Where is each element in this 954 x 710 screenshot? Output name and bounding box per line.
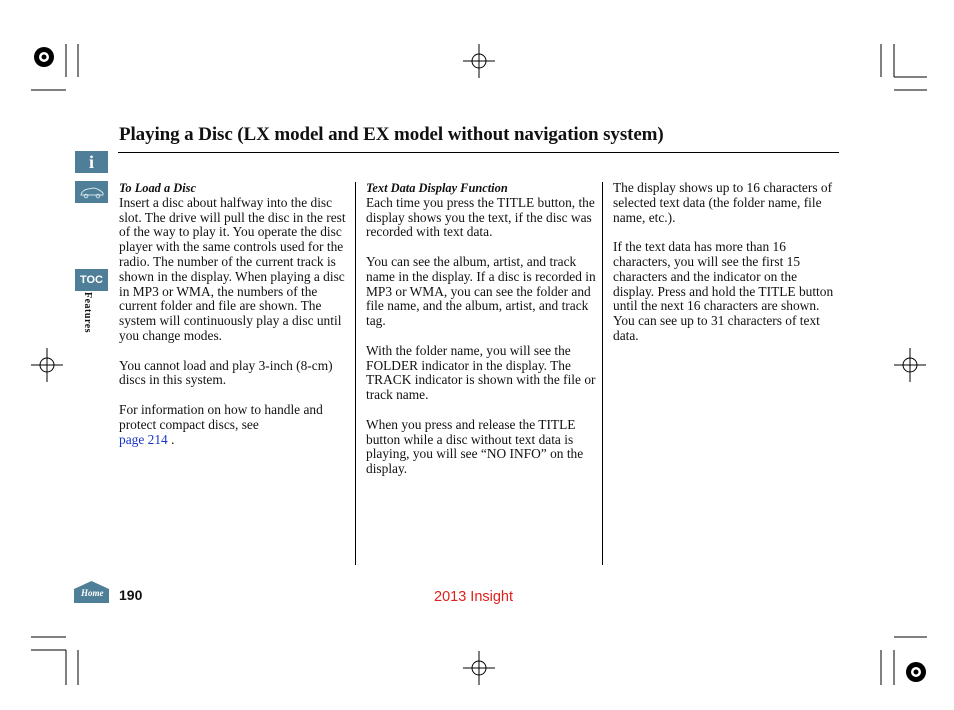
column-divider-1 xyxy=(355,182,356,565)
section-tab-features: Features xyxy=(82,292,93,334)
paragraph: Each time you press the TITLE button, the display shows you the text, if the disc was recorded with text data. xyxy=(366,194,595,240)
paragraph: The display shows up to 16 characters of selected text data (the folder name, file name, etc.). xyxy=(613,180,833,225)
paragraph: With the folder name, you will see the FOLDER indicator in the display. The TRACK indicator is shown with the file or track name. xyxy=(366,342,596,403)
paragraph: You cannot load and play 3-inch (8-cm) discs in this system. xyxy=(119,357,333,388)
column-divider-2 xyxy=(602,182,603,565)
car-icon[interactable] xyxy=(75,181,108,203)
column-3 xyxy=(613,181,839,359)
footer-model-name: 2013 Insight xyxy=(434,589,514,605)
title-rule xyxy=(118,152,839,153)
link-suffix: . xyxy=(167,431,175,447)
paragraph-text: For information on how to handle and protect compact discs, see xyxy=(119,401,323,432)
info-icon[interactable]: i xyxy=(75,151,108,173)
section-heading-load-disc: To Load a Disc xyxy=(119,181,196,195)
column-1 xyxy=(119,181,348,462)
section-heading-text-data: Text Data Display Function xyxy=(366,181,508,195)
car-shape xyxy=(79,185,105,199)
paragraph: You can see the album, artist, and track name in the display. If a disc is recorded in MP3 or WMA, you can see the folder and file name, and the album, artist, and track tag. xyxy=(366,253,596,329)
toc-icon[interactable]: TOC xyxy=(75,269,108,291)
paragraph: If the text data has more than 16 characters, you will see the first 15 characters and the indicator on the display. Press and hold the TITLE button until the next 16 characters are shown. You can see up to 31 characters of text data. xyxy=(613,239,834,343)
paragraph: Insert a disc about halfway into the disc slot. The drive will pull the disc in the rest of the way to play it. You operate the disc player with the same controls used for the radio. The number of the current track is shown in the display. When playing a disc in MP3 or WMA, the numbers of the current folder and file are shown. The system will continuously play a disc until you change modes. xyxy=(119,194,346,343)
page-link-214[interactable]: page 214 xyxy=(119,431,168,447)
page-title: Playing a Disc (LX model and EX model without navigation system) xyxy=(119,124,664,145)
paragraph: When you press and release the TITLE button while a disc without text data is playing, you will see “NO INFO” on the display. xyxy=(366,416,584,477)
column-2 xyxy=(366,181,596,492)
paragraph xyxy=(119,403,348,447)
page-number: 190 xyxy=(119,587,143,603)
home-icon[interactable]: Home xyxy=(74,581,109,603)
